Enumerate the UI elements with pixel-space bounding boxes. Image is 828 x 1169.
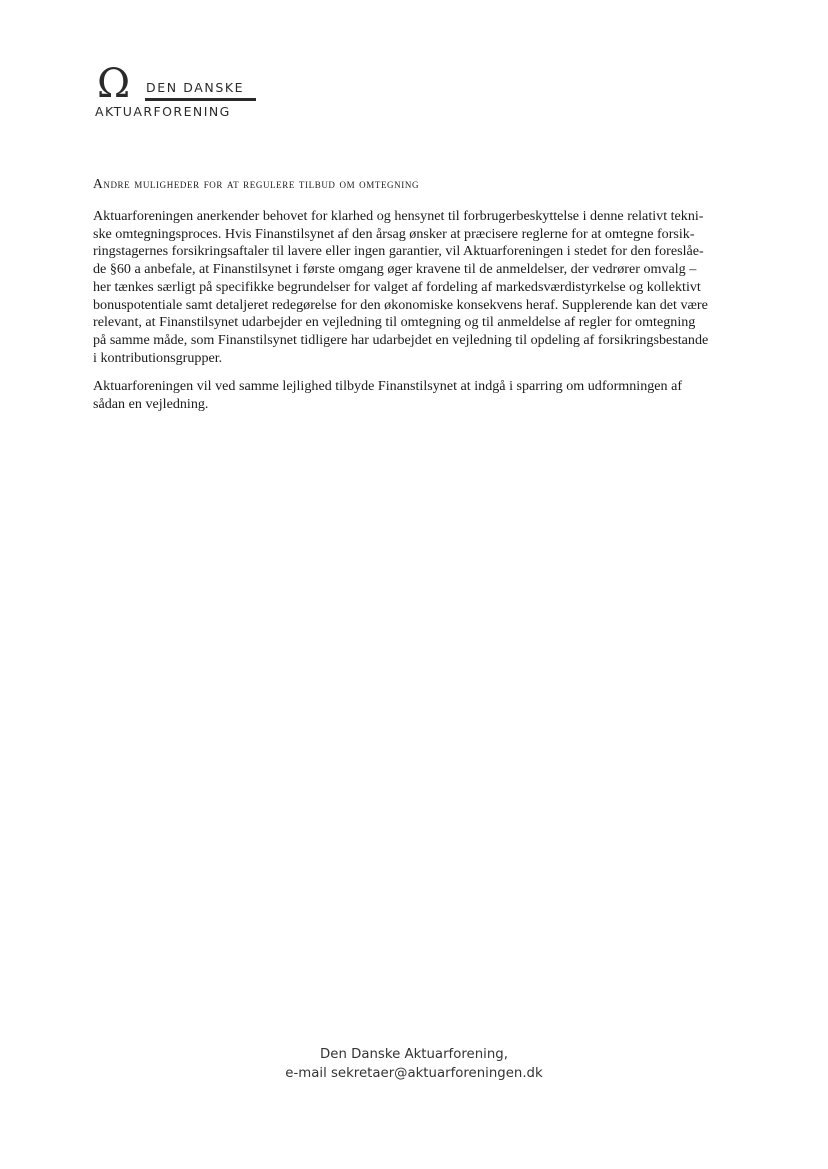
omega-logo-icon: Ω <box>97 61 131 107</box>
organization-logo <box>95 61 265 122</box>
paragraph-line: de §60 a anbefale, at Finanstilsynet i første omgang øger kravene til de anmeldelser, der vedrører omvalg – <box>93 261 697 278</box>
section-heading: Andre muligheder for at regulere tilbud om omtegning <box>93 176 420 191</box>
paragraph-1 <box>93 208 708 367</box>
page-footer <box>0 1045 828 1083</box>
logo-rule <box>145 98 256 101</box>
paragraph-line: ringstagernes forsikringsaftaler til lavere eller ingen garantier, vil Aktuarforeningen i stedet for den foreslåe- <box>93 243 704 260</box>
paragraph-line: ske omtegningsproces. Hvis Finanstilsynet af den årsag ønsker at præcisere reglerne for at omtegne forsik- <box>93 225 695 242</box>
paragraph-line: her tænkes særligt på specifikke begrundelser for valget af fordeling af markedsværdistyrkelse og kollektivt <box>93 278 701 295</box>
paragraph-line: bonuspotentiale samt detaljeret redegørelse for den økonomiske konsekvens heraf. Supplerende kan det være <box>93 296 708 313</box>
footer-organization: Den Danske Aktuarforening, <box>320 1047 508 1062</box>
logo-text-line2: AKTUARFORENING <box>95 104 231 119</box>
paragraph-line: sådan en vejledning. <box>93 395 209 412</box>
paragraph-line: Aktuarforeningen anerkender behovet for klarhed og hensynet til forbrugerbeskyttelse i denne relativt tekni- <box>93 208 704 224</box>
paragraph-line: relevant, at Finanstilsynet udarbejder en vejledning til omtegning og til anmeldelse af regler for omtegning <box>93 314 696 331</box>
paragraph-line: i kontributionsgrupper. <box>93 349 223 366</box>
footer-email: e-mail sekretaer@aktuarforeningen.dk <box>285 1066 543 1081</box>
paragraph-line: Aktuarforeningen vil ved samme lejlighed tilbyde Finanstilsynet at indgå i sparring om udformningen af <box>93 378 683 394</box>
paragraph-2 <box>93 378 682 413</box>
logo-text-line1: DEN DANSKE <box>146 80 245 95</box>
paragraph-line: på samme måde, som Finanstilsynet tidligere har udarbejdet en vejledning til opdeling af forsikringsbestande <box>93 331 709 348</box>
